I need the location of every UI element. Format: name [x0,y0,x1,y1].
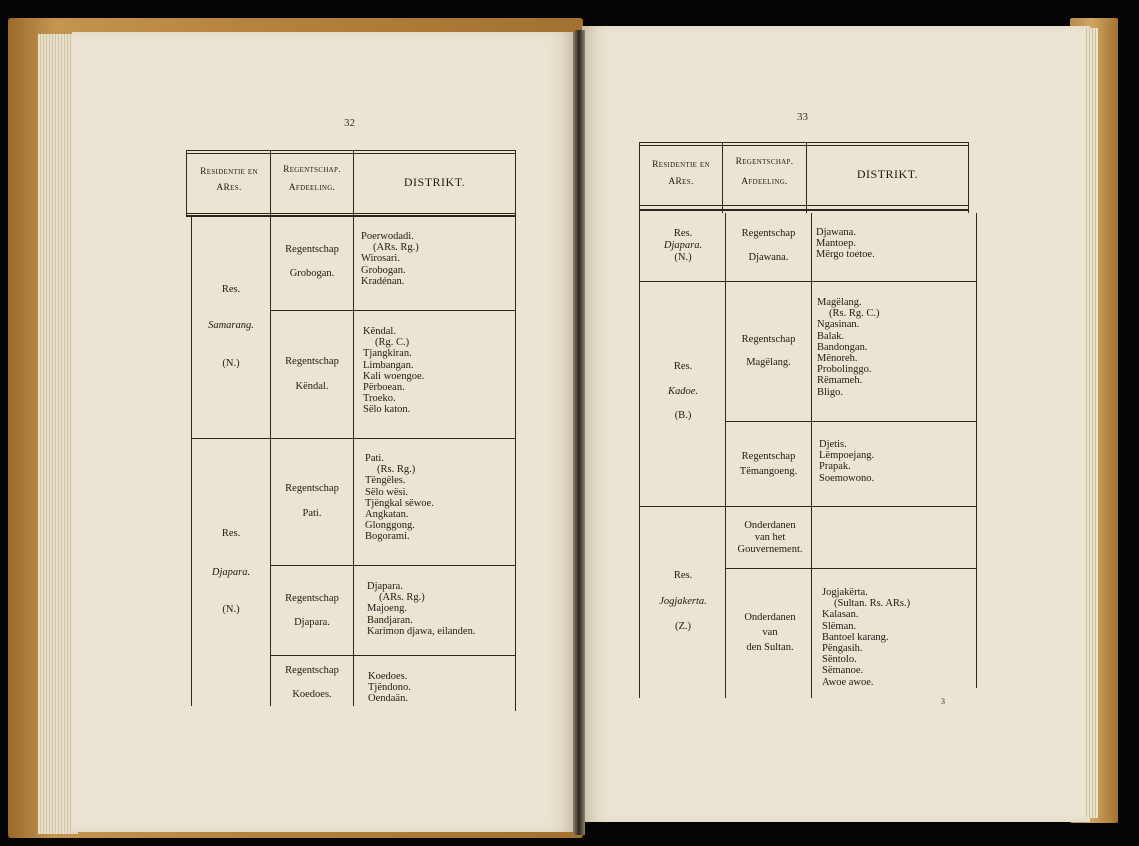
magelang-districts [817,297,879,398]
district: Grobogan. [361,264,406,276]
onderdanen-sultan-l2: van [762,627,778,638]
res-samarang-l2: Samarang. [208,320,254,331]
grobogan-l2: Grobogan. [289,268,335,279]
res-jogjakerta-l3: (Z.) [674,621,692,632]
res-kadoe-l1: Res. [673,361,693,372]
district: Tjëngkal sëwoe. [365,497,434,509]
district: Bandongan. [817,341,868,353]
magelang-l2: Magëlang. [746,357,791,368]
header-distrikt-right: DISTRIKT. [856,167,919,181]
district: Sëlo katon. [363,404,411,416]
district: Djapara. [367,581,403,592]
kendal-l2: Këndal. [295,381,329,392]
header-regentschap-right-line2: Afdeeling. [741,177,788,187]
district: Bandjaran. [367,614,413,626]
page-edges-right [1084,28,1098,818]
res-jogjakerta-l1: Res. [673,570,693,581]
header-regentschap-line1: Regentschap. [283,165,341,175]
res-djapara-l1: Res. [221,528,241,539]
sultan-districts [822,587,910,688]
district: (Rg. C.) [375,337,410,349]
district: Troeko. [363,393,396,405]
district: (Sultan. Rs. ARs.) [834,598,911,610]
district: Ngasinan. [817,319,860,331]
koedoes-l2: Koedoes. [292,689,332,700]
district: Sëntolo. [822,654,857,666]
pati-l2: Pati. [302,508,322,519]
district: Mantoep. [816,238,856,250]
pati-districts [365,453,434,543]
onderdanen-sultan-l3: den Sultan. [746,642,794,653]
header-distrikt: DISTRIKT. [403,175,466,189]
district: Këndal. [363,326,396,337]
header-regentschap [271,164,353,194]
district: Slëman. [822,620,857,632]
grobogan-districts [361,231,419,287]
res-djapara-right-l2: Djapara. [663,240,703,251]
res-samarang-l3: (N.) [222,358,240,369]
onderdanen-gouv-l3: Gouvernement. [737,544,803,555]
district: (ARs. Rg.) [379,592,425,604]
district: Soemowono. [819,472,875,484]
temangoeng-districts [819,439,874,484]
djapara-l2: Djapara. [294,617,330,628]
header-residentie [188,166,270,194]
district: Prapak. [819,461,851,473]
district: Balak. [817,330,845,342]
temangoeng-l2: Tëmangoeng. [739,466,798,477]
header-residentie-right-line1: Residentie en [652,160,710,170]
district: Bantoel karang. [822,631,889,643]
header-regentschap-right-line1: Regentschap. [735,157,794,167]
res-djapara-right-l1: Res. [673,228,693,239]
res-kadoe-l2: Kadoe. [667,386,699,397]
district: Limbangan. [363,359,414,371]
district: Rëmameh. [817,375,863,387]
signature-mark: 3 [941,697,945,706]
djawana-districts [816,227,875,261]
res-jogjakerta-l2: Jogjakerta. [659,596,707,607]
res-djapara-l2: Djapara. [211,567,251,578]
page-number-left: 32 [344,117,355,129]
djawana-l1: Regentschap [741,228,796,239]
district: Koedoes. [368,671,408,682]
district: Pëngasih. [822,642,863,654]
header-residentie-line2: ARes. [216,183,242,193]
district: Poerwodadi. [361,231,414,242]
district: Glonggong. [365,520,415,532]
page-number-right: 33 [797,111,808,123]
district: Angkatan. [365,508,409,520]
district: Sëmanoe. [822,665,864,677]
district: Përboean. [363,381,405,393]
onderdanen-sultan-l1: Onderdanen [744,612,796,623]
res-djapara-right-l3: (N.) [674,252,692,263]
header-regentschap-line2: Afdeeling. [288,183,336,193]
district: Majoeng. [367,603,407,615]
book-gutter [573,30,585,835]
koedoes-l1: Regentschap [285,665,339,676]
magelang-l1: Regentschap [741,334,796,345]
kendal-l1: Regentschap [285,356,339,367]
pati-l1: Regentschap [285,483,339,494]
district: Djawana. [816,227,856,238]
onderdanen-gouv-l2: van het [754,532,786,543]
district: Oendaän. [368,693,408,705]
district: Probolinggo. [817,364,872,376]
onderdanen-gouv-l1: Onderdanen [744,520,796,531]
district: Mërgo toetoe. [816,249,875,261]
djapara-districts [367,581,475,637]
left-page [72,32,575,832]
district: Kradénan. [361,275,405,287]
header-regentschap-right [723,156,806,188]
koedoes-districts [368,671,411,705]
district: Lëmpoejang. [819,450,875,462]
djawana-l2: Djawana. [748,252,789,263]
header-residentie-right [640,159,722,188]
kendal-districts [363,326,424,416]
district: Pati. [365,453,384,464]
district: Wirosari. [361,253,400,265]
res-djapara-l3: (N.) [222,604,240,615]
district: Bogorami. [365,531,410,543]
district: Kali woengoe. [363,370,425,382]
res-samarang-l1: Res. [221,284,241,295]
district: Mënoreh. [817,352,858,364]
district: Djetis. [819,439,847,450]
header-residentie-right-line2: ARes. [668,177,694,187]
grobogan-l1: Regentschap [285,244,339,255]
district: Tëngëles. [365,475,406,487]
district: (Rs. Rg. C.) [829,308,880,320]
district: (Rs. Rg.) [377,464,416,476]
district: Tjëndono. [368,682,411,694]
res-kadoe-l3: (B.) [674,410,692,421]
district: Awoe awoe. [822,676,874,688]
district: Tjangkiran. [363,348,412,360]
djapara-l1: Regentschap [285,593,339,604]
district: Magëlang. [817,297,862,308]
district: Kalasan. [822,609,859,621]
district: Sëlo wësi. [365,486,409,498]
district: (ARs. Rg.) [373,242,419,254]
temangoeng-l1: Regentschap [741,451,796,462]
district: Bligo. [817,386,843,398]
district: Karimon djawa, eilanden. [367,625,476,637]
district: Jogjakërta. [822,587,868,598]
header-residentie-line1: Residentie en [200,167,258,177]
